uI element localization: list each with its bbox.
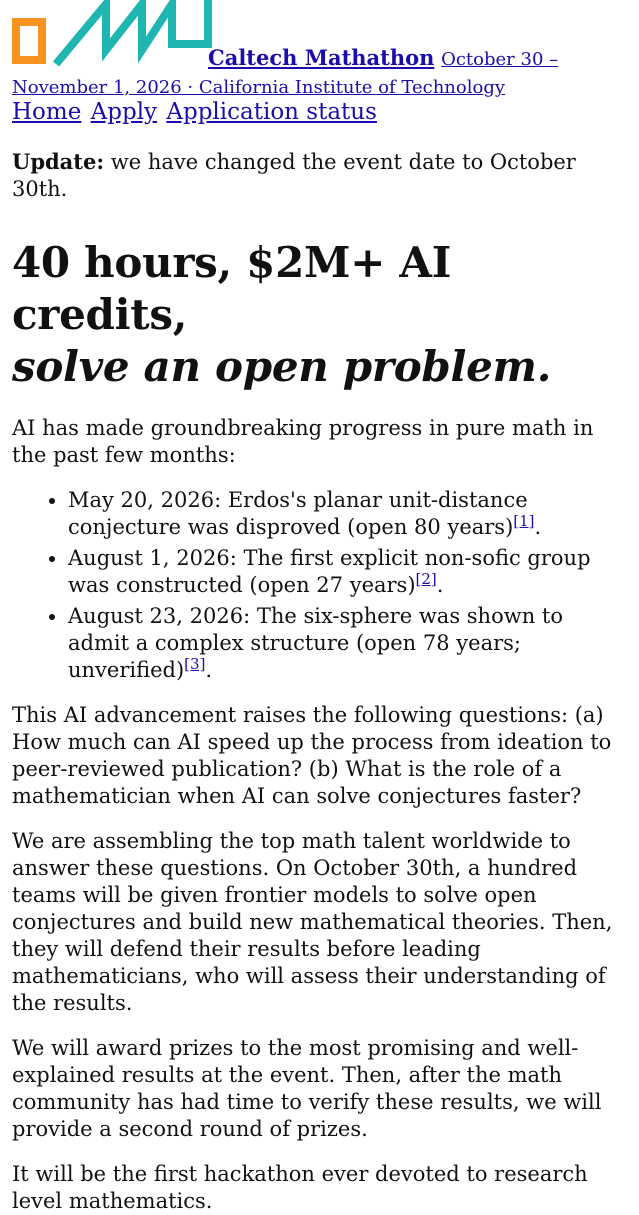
update-notice bbox=[12, 148, 627, 203]
milestone-text: May 20, 2026: Erdos's planar unit-distance conjecture was disproved (open 80 years) bbox=[68, 488, 528, 539]
milestone-text: August 23, 2026: The six-sphere was shown to admit a complex structure (open 78 years; unverified) bbox=[68, 604, 563, 682]
milestone-item: • August 1, 2026: The first explicit non-sofic group was constructed (open 27 years)[2]. bbox=[68, 545, 627, 599]
reference-link-2[interactable]: [2] bbox=[415, 570, 437, 588]
header-text bbox=[12, 44, 612, 101]
nav-home[interactable]: Home bbox=[12, 99, 82, 125]
site-header bbox=[12, 0, 627, 98]
intro-paragraph: AI has made groundbreaking progress in pure math in the past few months: bbox=[12, 416, 594, 467]
nav-apply[interactable]: Apply bbox=[90, 99, 158, 125]
hero-line-1: 40 hours, $2M+ AI credits, bbox=[12, 238, 452, 339]
milestone-list bbox=[12, 487, 627, 684]
reference-link-1[interactable]: [1] bbox=[513, 512, 535, 530]
update-label: Update: bbox=[12, 149, 105, 174]
hero-line-2: solve an open problem. bbox=[12, 342, 552, 391]
nav-application-status[interactable]: Application status bbox=[166, 99, 377, 125]
milestone-item: • May 20, 2026: Erdos's planar unit-distance conjecture was disproved (open 80 years)[1]. bbox=[68, 487, 627, 541]
questions-paragraph: This AI advancement raises the following questions: (a) How much can AI speed up the process from ideation to peer-reviewed publication? (b) What is the role of a mathematician when AI can solve conjectures faster? bbox=[12, 703, 612, 808]
hero-heading bbox=[12, 237, 627, 393]
event-info-link[interactable]: October 30 – November 1, 2026 · California Institute of Technology bbox=[12, 49, 559, 98]
main-nav bbox=[12, 98, 627, 126]
update-text: we have changed the event date to October 30th. bbox=[12, 150, 576, 201]
teams-paragraph: We are assembling the top math talent worldwide to answer these questions. On October 30th, a hundred teams will be given frontier models to solve open conjectures and build new mathematical theories. Then, they will defend their results before leading mathematicians, who will assess their understanding of the results. bbox=[12, 829, 613, 1015]
reference-link-3[interactable]: [3] bbox=[184, 655, 206, 673]
milestone-item: • August 23, 2026: The six-sphere was shown to admit a complex structure (open 78 years; unverified)[3]. bbox=[68, 603, 627, 684]
site-name-link[interactable]: Caltech Mathathon bbox=[208, 45, 435, 70]
prizes-paragraph: We will award prizes to the most promising and well-explained results at the event. Then, after the math community has had time to verify these results, we will provide a second round of prizes. bbox=[12, 1036, 602, 1141]
hackathon-paragraph: It will be the first hackathon ever devoted to research level mathematics. bbox=[12, 1162, 588, 1213]
milestone-text: August 1, 2026: The first explicit non-sofic group was constructed (open 27 years) bbox=[68, 546, 591, 597]
